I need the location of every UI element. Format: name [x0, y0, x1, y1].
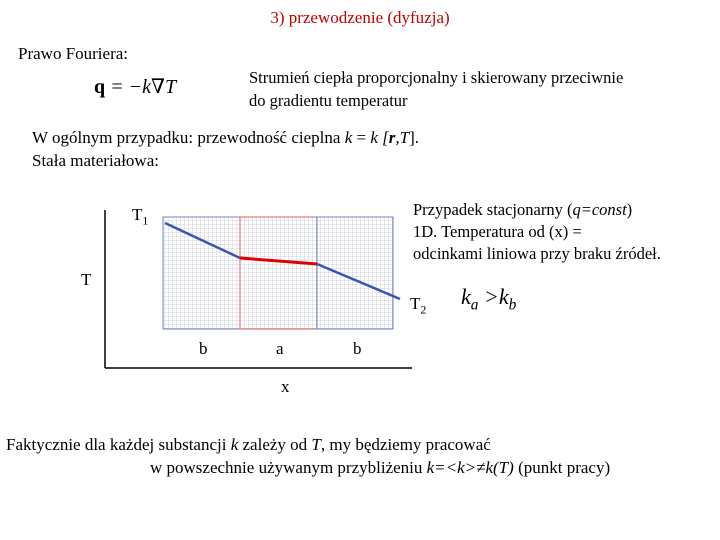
equals: = [352, 128, 371, 147]
kb-subscript: b [508, 296, 517, 314]
footer1-mid: zależy od [238, 435, 312, 454]
kb-letter: k [498, 284, 509, 309]
formula-rest: = −k∇T [105, 76, 177, 98]
region-label-b-right: b [353, 339, 362, 358]
greater-than: > [478, 284, 499, 309]
fourier-label: Prawo Fouriera: [18, 44, 129, 63]
footer2-prefix: w powszechnie używanym przybliżeniu [150, 458, 427, 477]
k-symbol: k [344, 128, 353, 147]
region-label-a: a [276, 339, 284, 358]
footer-line1 [6, 435, 491, 455]
footer-line2 [150, 458, 610, 478]
t2-letter: T [410, 294, 421, 313]
fourier-description-line1: Strumień ciepła proporcjonalny i skierowany przeciwnie [249, 68, 624, 87]
t2-label [410, 294, 426, 317]
comma-T: ,T [395, 128, 410, 147]
stationary-line3: odcinkami liniowa przy braku źródeł. [413, 244, 661, 263]
position-axis-label: x [281, 377, 290, 396]
slide-title: 3) przewodzenie (dyfuzja) [270, 8, 450, 27]
temperature-axis-label: T [81, 270, 92, 289]
grid-background [163, 217, 393, 329]
stationary-line2: 1D. Temperatura od (x) = [413, 222, 582, 241]
ka-subscript: a [470, 296, 479, 314]
stationary-line1 [413, 200, 632, 220]
t1-label [132, 205, 148, 228]
t1-subscript: 1 [142, 213, 149, 228]
footer1-suffix: , my będziemy pracować [320, 435, 491, 454]
formula-q: q [94, 76, 106, 98]
k-symbol-2: k [370, 128, 378, 147]
footer2-suffix: (punkt pracy) [513, 458, 611, 477]
footer1-k: k [230, 435, 239, 454]
ka-letter: k [461, 284, 471, 309]
fourier-description-line2: do gradientu temperatur [249, 91, 408, 110]
r-vector: r [388, 128, 396, 147]
general-prefix: W ogólnym przypadku: przewodność cieplna [32, 128, 345, 147]
k-ratio [461, 284, 516, 314]
q-const: q=const [572, 200, 627, 219]
footer2-approx: k=<k>≠k(T) [426, 458, 514, 477]
stationary-suffix: ) [626, 200, 633, 219]
footer1-prefix: Faktycznie dla każdej substancji [6, 435, 231, 454]
t2-subscript: 2 [420, 302, 427, 317]
t1-letter: T [132, 205, 143, 224]
general-case-line2: Stała materiałowa: [32, 151, 159, 170]
region-label-b-left: b [199, 339, 208, 358]
footer1-T: T [311, 435, 321, 454]
stationary-prefix: Przypadek stacjonarny ( [413, 200, 573, 219]
bracket-close: ]. [409, 128, 420, 147]
bracket-open: [ [377, 128, 389, 147]
